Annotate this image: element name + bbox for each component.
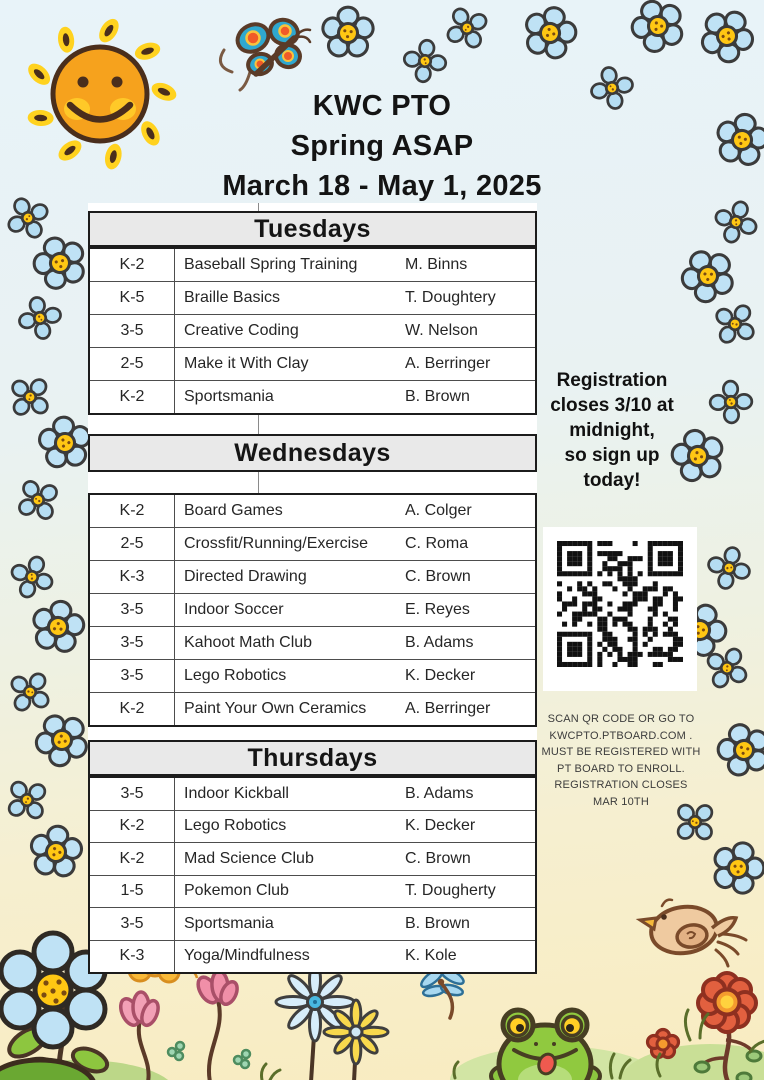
schedule-row <box>90 314 535 347</box>
title-line: Spring ASAP <box>290 130 474 162</box>
grade-cell: K-3 <box>90 941 175 973</box>
activity-cell: Paint Your Own Ceramics <box>184 700 367 717</box>
schedule-row <box>90 907 535 940</box>
schedule-row <box>90 659 535 692</box>
teacher-cell: E. Reyes <box>405 601 470 618</box>
grade-cell: 2-5 <box>90 348 175 380</box>
registration-note-line: today! <box>583 470 641 491</box>
activity-cell: Lego Robotics <box>184 817 287 835</box>
teacher-cell: K. Decker <box>405 817 476 835</box>
flower-icon <box>699 640 755 696</box>
teacher-cell: A. Colger <box>405 502 472 519</box>
registration-note-line: so sign up <box>564 445 660 466</box>
flower-icon <box>319 4 377 62</box>
grade-cell: 2-5 <box>90 528 175 560</box>
teacher-cell: A. Berringer <box>405 355 491 372</box>
activity-cell: Crossfit/Running/Exercise <box>184 535 369 552</box>
frog-icon <box>491 1010 600 1080</box>
activity-cell: Baseball Spring Training <box>184 256 358 273</box>
grade-cell: 3-5 <box>90 594 175 626</box>
schedule-row <box>90 347 535 380</box>
teacher-cell: B. Adams <box>405 784 474 802</box>
grade-cell: K-2 <box>90 693 175 725</box>
grade-cell: 3-5 <box>90 778 175 810</box>
bird-icon <box>640 900 746 966</box>
schedule-row <box>90 875 535 908</box>
activity-cell: Mad Science Club <box>184 849 314 867</box>
flower-icon <box>1 774 52 825</box>
grade-cell: K-2 <box>90 811 175 843</box>
grade-cell: 3-5 <box>90 908 175 940</box>
activity-cell: Indoor Kickball <box>184 784 289 802</box>
qr-caption <box>527 711 715 810</box>
activity-cell: Yoga/Mindfulness <box>184 947 310 965</box>
teacher-cell: B. Brown <box>405 914 470 932</box>
grade-cell: K-2 <box>90 381 175 413</box>
butterfly-icon <box>208 12 312 100</box>
grade-cell: K-2 <box>90 495 175 527</box>
schedule-row <box>90 281 535 314</box>
activity-cell: Board Games <box>184 502 283 519</box>
flower-icon <box>439 0 496 56</box>
schedule-row <box>90 626 535 659</box>
title-line: March 18 - May 1, 2025 <box>222 170 542 202</box>
flower-icon <box>697 536 760 599</box>
registration-note-line: closes 3/10 at <box>550 395 674 416</box>
teacher-cell: B. Adams <box>405 634 474 651</box>
teacher-cell: T. Dougherty <box>405 882 496 900</box>
flower-icon <box>8 286 72 350</box>
flower-icon <box>11 473 66 528</box>
activity-cell: Pokemon Club <box>184 882 289 900</box>
activity-cell: Directed Drawing <box>184 568 307 585</box>
grade-cell: 1-5 <box>90 876 175 908</box>
registration-note-line: midnight, <box>569 420 655 441</box>
grade-cell: K-5 <box>90 282 175 314</box>
schedule-row <box>90 527 535 560</box>
schedule-row <box>90 495 535 527</box>
day-header: Tuesdays <box>88 211 537 247</box>
teacher-cell: T. Doughtery <box>405 289 496 306</box>
qr-caption-line: MAR 10TH <box>593 795 649 808</box>
flower-icon <box>708 297 761 350</box>
daisy-icon <box>276 963 388 1080</box>
activity-cell: Kahoot Math Club <box>184 634 313 651</box>
schedule-row <box>90 249 535 281</box>
flower-icon <box>16 812 95 891</box>
wednesdays-table <box>88 434 537 727</box>
sun-icon <box>15 12 185 172</box>
schedule-row <box>90 778 535 810</box>
activity-cell: Creative Coding <box>184 322 299 339</box>
activity-cell: Sportsmania <box>184 388 274 405</box>
flower-icon <box>627 0 690 57</box>
activity-cell: Make it With Clay <box>184 355 309 372</box>
qr-caption-line: MUST BE REGISTERED WITH <box>541 746 701 758</box>
activity-cell: Braille Basics <box>184 289 281 306</box>
schedule-row <box>90 380 535 413</box>
schedule-row <box>90 692 535 725</box>
schedule-row <box>90 593 535 626</box>
grade-cell: K-3 <box>90 561 175 593</box>
registration-note <box>522 368 702 493</box>
grade-cell: 3-5 <box>90 660 175 692</box>
qr-caption-line: SCAN QR CODE OR GO TO <box>547 713 695 725</box>
qr-caption-line: KWCPTO.PTBOARD.COM . <box>549 729 693 742</box>
schedule-panel <box>88 203 537 965</box>
day-rows <box>88 247 537 415</box>
qr-caption-line: REGISTRATION CLOSES <box>554 779 688 791</box>
tuesdays-table <box>88 211 537 415</box>
grade-cell: K-2 <box>90 249 175 281</box>
title-line: KWC PTO <box>312 90 452 122</box>
schedule-row <box>90 940 535 973</box>
flower-icon <box>5 372 54 421</box>
schedule-row <box>90 810 535 843</box>
activity-cell: Lego Robotics <box>184 667 287 684</box>
teacher-cell: C. Brown <box>405 849 471 867</box>
schedule-row <box>90 560 535 593</box>
schedule-row <box>90 842 535 875</box>
flower-icon <box>513 0 588 70</box>
qr-code <box>543 527 697 691</box>
flower-icon <box>698 369 763 434</box>
grade-cell: K-2 <box>90 843 175 875</box>
teacher-cell: W. Nelson <box>405 322 478 339</box>
day-rows <box>88 493 537 727</box>
qr-caption-line: PT BOARD TO ENROLL. <box>557 762 685 775</box>
day-header: Wednesdays <box>88 434 537 472</box>
teacher-cell: C. Roma <box>405 535 469 552</box>
day-header: Thursdays <box>88 740 537 776</box>
activity-cell: Sportsmania <box>184 914 274 932</box>
registration-note-line: Registration <box>556 370 668 391</box>
thursdays-table <box>88 740 537 974</box>
teacher-cell: C. Brown <box>405 568 471 585</box>
grade-cell: 3-5 <box>90 315 175 347</box>
teacher-cell: M. Binns <box>405 256 468 273</box>
flower-icon <box>686 0 764 77</box>
teacher-cell: K. Kole <box>405 947 457 965</box>
activity-cell: Indoor Soccer <box>184 601 284 618</box>
teacher-cell: B. Brown <box>405 388 470 405</box>
day-rows <box>88 776 537 974</box>
grade-cell: 3-5 <box>90 627 175 659</box>
teacher-cell: K. Decker <box>405 667 476 684</box>
teacher-cell: A. Berringer <box>405 700 491 717</box>
tulip-icon <box>117 970 250 1080</box>
